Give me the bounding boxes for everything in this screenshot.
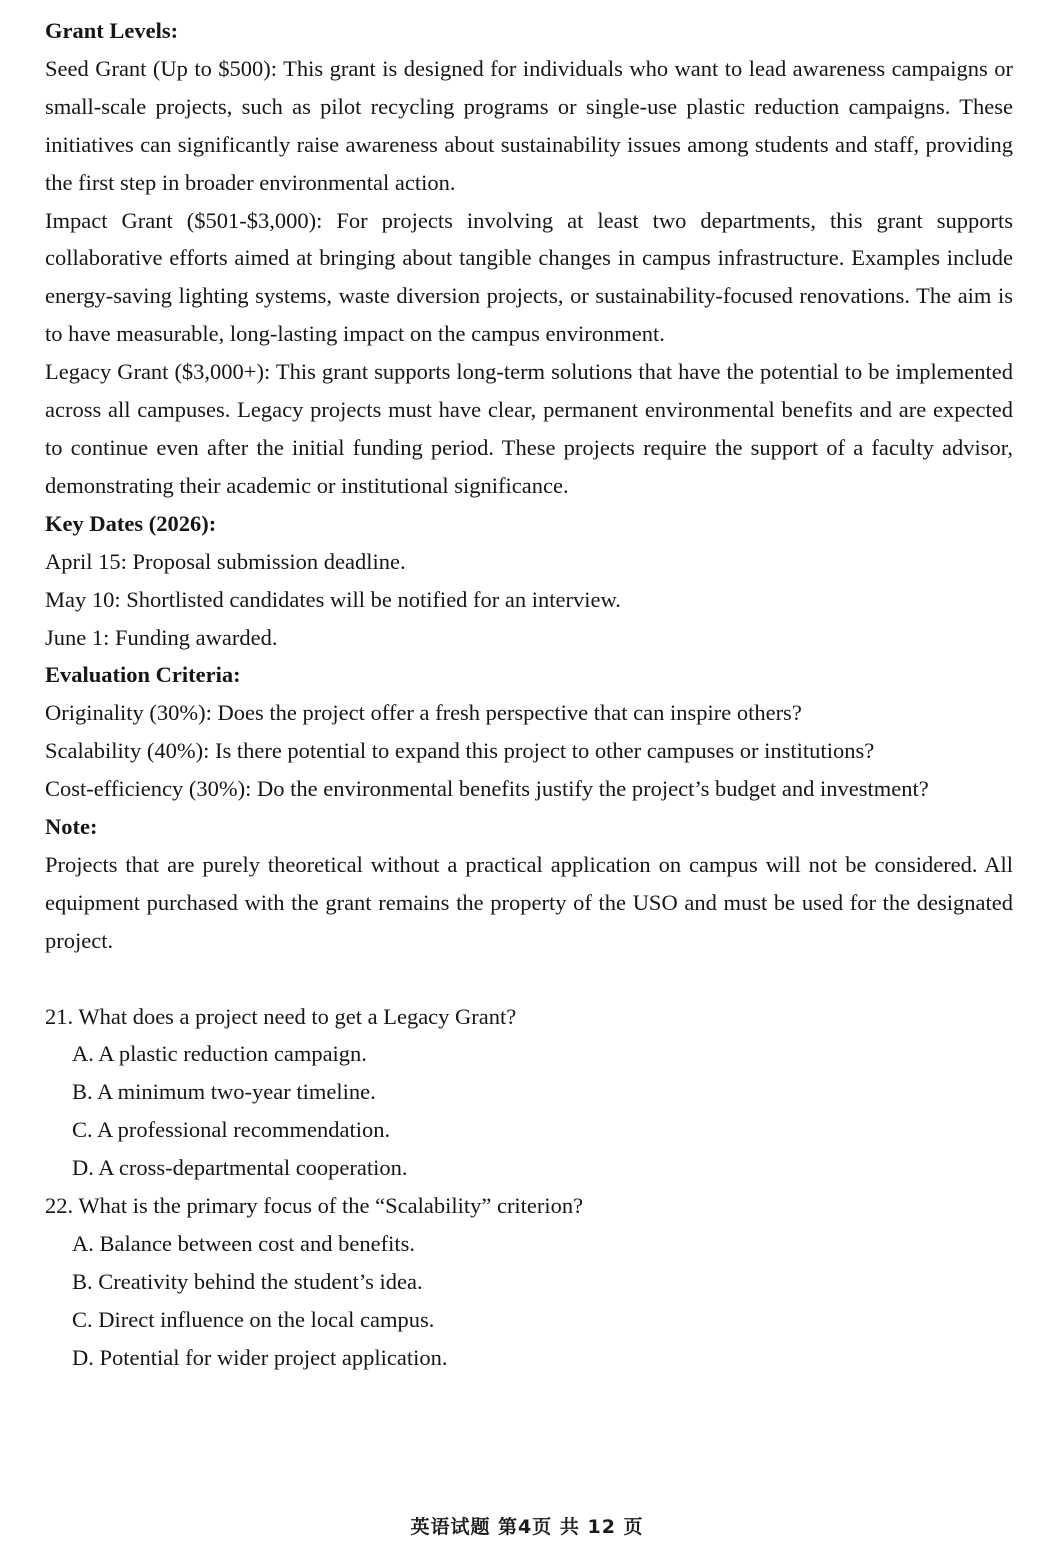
evaluation-criteria-heading: Evaluation Criteria:: [45, 662, 241, 688]
criterion-originality: Originality (30%): Does the project offer a fresh perspective that can inspire others?: [45, 700, 802, 726]
legacy-grant-paragraph: Legacy Grant ($3,000+): This grant supports long-term solutions that have the potential to be implemented across all campuses. Legacy projects must have clear, permanent environmental benefits and are expected to continue even after the initial funding period. These projects require the support of a faculty advisor, demonstrating their academic or institutional significance.: [45, 359, 1013, 498]
grant-levels-heading: Grant Levels:: [45, 18, 179, 43]
question-22-option-a: A. Balance between cost and benefits.: [72, 1230, 415, 1256]
criterion-cost-efficiency: Cost-efficiency (30%): Do the environmental benefits justify the project’s budget and investment?: [45, 776, 929, 802]
question-22-option-b: B. Creativity behind the student’s idea.: [72, 1268, 423, 1294]
page-footer: 英语试题 第4页 共 12 页: [410, 1516, 644, 1538]
key-date-item: June 1: Funding awarded.: [45, 624, 278, 650]
criterion-scalability: Scalability (40%): Is there potential to expand this project to other campuses or institutions?: [45, 738, 875, 764]
section-spacer: [45, 960, 1013, 998]
note-heading: Note:: [45, 814, 98, 840]
question-21-option-c: C. A professional recommendation.: [72, 1117, 391, 1143]
key-date-item: April 15: Proposal submission deadline.: [45, 548, 406, 574]
impact-grant-paragraph: Impact Grant ($501-$3,000): For projects involving at least two departments, this grant supports collaborative efforts aimed at bringing about tangible changes in campus infrastructure. Examples include energy-saving lighting systems, waste diversion projects, or sustainability-focused renovations. The aim is to have measurable, long-lasting impact on the campus environment.: [45, 207, 1013, 347]
question-22-option-c: C. Direct influence on the local campus.: [72, 1306, 435, 1332]
question-21-option-d: D. A cross-departmental cooperation.: [72, 1155, 408, 1181]
note-paragraph: Projects that are purely theoretical without a practical application on campus will not be considered. All equipment purchased with the grant remains the property of the USO and must be used for the designated project.: [45, 851, 1013, 953]
question-22-stem: 22. What is the primary focus of the “Scalability” criterion?: [45, 1193, 584, 1219]
question-21-stem: 21. What does a project need to get a Legacy Grant?: [45, 1003, 517, 1029]
key-dates-heading: Key Dates (2026):: [45, 510, 217, 536]
question-22-option-d: D. Potential for wider project application.: [72, 1344, 448, 1370]
page-content: [45, 12, 1013, 1377]
key-date-item: May 10: Shortlisted candidates will be notified for an interview.: [45, 586, 621, 612]
seed-grant-paragraph: Seed Grant (Up to $500): This grant is designed for individuals who want to lead awareness campaigns or small-scale projects, such as pilot recycling programs or single-use plastic reduction campaigns. These initiatives can significantly raise awareness about sustainability issues among students and staff, providing the first step in broader environmental action.: [45, 55, 1013, 195]
question-21-option-a: A. A plastic reduction campaign.: [72, 1041, 367, 1067]
question-21-option-b: B. A minimum two-year timeline.: [72, 1079, 376, 1105]
